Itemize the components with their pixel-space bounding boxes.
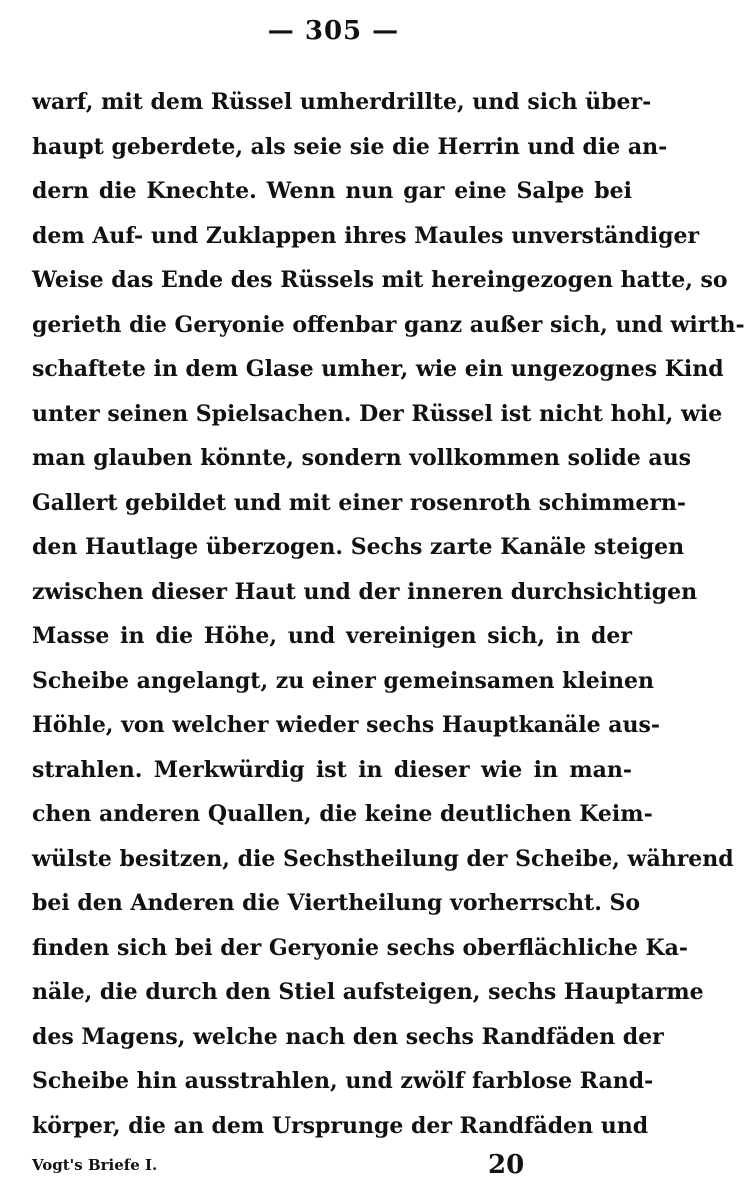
text-line: des Magens, welche nach den sechs Randfäden der: [32, 1023, 664, 1050]
text-line: Scheibe angelangt, zu einer gemeinsamen kleinen: [32, 667, 655, 694]
text-line: haupt geberdete, als seie sie die Herrin und die an-: [32, 133, 668, 160]
text-line: zwischen dieser Haut und der inneren durchsichtigen: [32, 578, 698, 605]
body-text: [32, 80, 745, 1148]
text-line: dern die Knechte. Wenn nun gar eine Salpe bei: [32, 178, 632, 204]
sheet-number: 20: [488, 1150, 525, 1180]
text-line: Weise das Ende des Rüssels mit hereingezogen hatte, so: [32, 267, 728, 293]
text-line: körper, die an dem Ursprunge der Randfäden und: [32, 1112, 649, 1139]
text-line: strahlen. Merkwürdig ist in dieser wie in man-: [32, 756, 632, 783]
text-line: bei den Anderen die Viertheilung vorherrscht. So: [32, 890, 641, 916]
signature-mark: Vogt's Briefe I.: [32, 1156, 158, 1174]
text-line: warf, mit dem Rüssel umherdrillte, und sich über-: [32, 89, 652, 115]
page-number: — 305 —: [267, 16, 400, 46]
text-line: näle, die durch den Stiel aufsteigen, sechs Hauptarme: [32, 979, 704, 1005]
text-line: Höhle, von welcher wieder sechs Hauptkanäle aus-: [32, 712, 661, 738]
text-line: Scheibe hin ausstrahlen, und zwölf farblose Rand-: [32, 1068, 654, 1094]
text-line: schaftete in dem Glase umher, wie ein ungezognes Kind: [32, 356, 724, 382]
text-line: unter seinen Spielsachen. Der Rüssel ist nicht hohl, wie: [32, 400, 723, 427]
page-footer: [32, 1150, 632, 1190]
text-line: chen anderen Quallen, die keine deutlichen Keim-: [32, 801, 653, 827]
text-line: Masse in die Höhe, und vereinigen sich, in der: [32, 623, 632, 649]
text-line: finden sich bei der Geryonie sechs oberflächliche Ka-: [32, 934, 689, 961]
text-line: Gallert gebildet und mit einer rosenroth schimmern-: [32, 489, 687, 516]
text-line: den Hautlage überzogen. Sechs zarte Kanäle steigen: [32, 534, 685, 560]
text-line: wülste besitzen, die Sechstheilung der Scheibe, während: [32, 845, 734, 872]
text-line: man glauben könnte, sondern vollkommen solide aus: [32, 445, 692, 471]
text-line: dem Auf- und Zuklappen ihres Maules unverständiger: [32, 222, 700, 249]
text-line: gerieth die Geryonie offenbar ganz außer sich, und wirth-: [32, 311, 745, 338]
